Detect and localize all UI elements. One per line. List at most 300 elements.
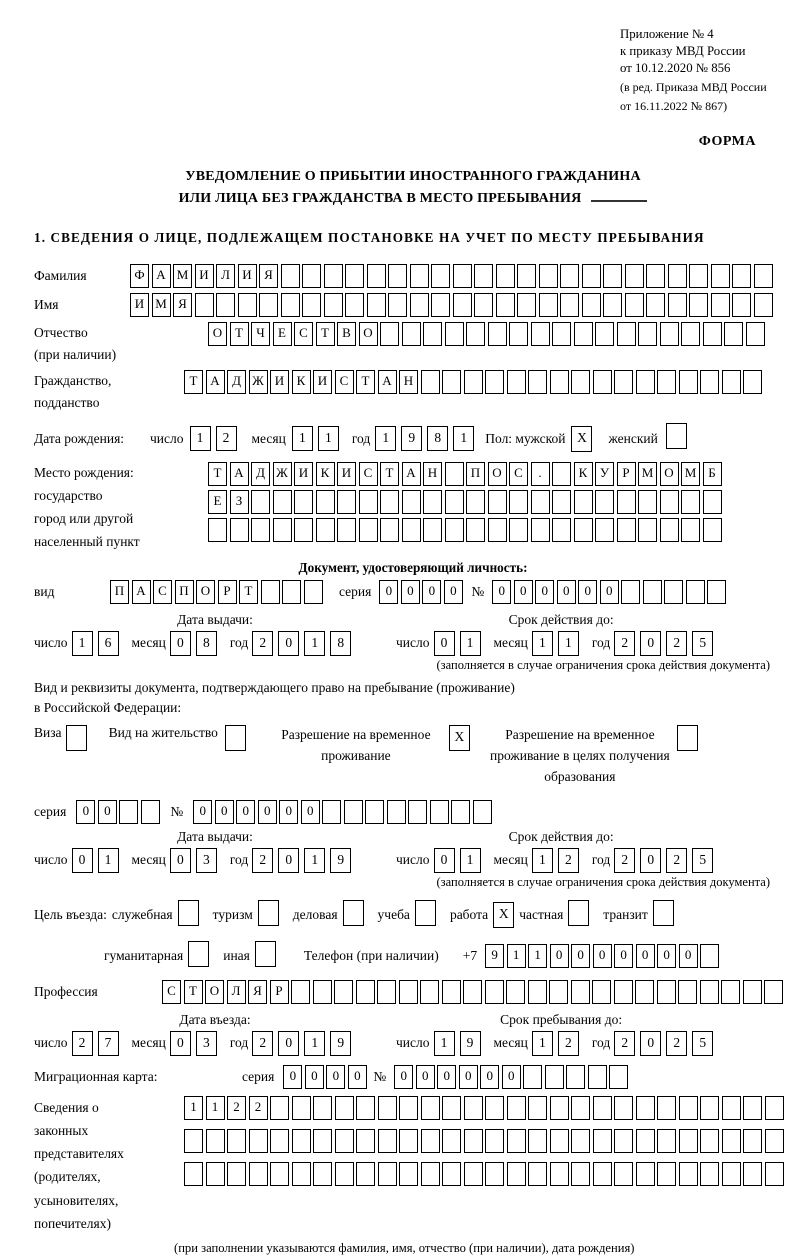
residence-permit-checkbox[interactable] xyxy=(225,725,246,756)
char-cell[interactable] xyxy=(595,322,614,346)
char-cell[interactable] xyxy=(304,580,323,604)
char-cell[interactable] xyxy=(485,370,504,394)
char-cell[interactable] xyxy=(282,580,301,604)
char-cell[interactable]: Т xyxy=(356,370,375,394)
char-cell[interactable]: 0 xyxy=(444,580,463,604)
char-cell[interactable]: А xyxy=(402,462,421,486)
char-cell[interactable]: О xyxy=(660,462,679,486)
char-cell[interactable]: 0 xyxy=(492,580,511,604)
char-cell[interactable] xyxy=(313,1096,332,1120)
char-cell[interactable] xyxy=(550,370,569,394)
char-cell[interactable]: З xyxy=(230,490,249,514)
char-cell[interactable] xyxy=(249,1162,268,1186)
char-cell[interactable] xyxy=(550,1129,569,1153)
char-cell[interactable]: 2 xyxy=(252,631,273,656)
char-cell[interactable] xyxy=(359,518,378,542)
char-cell[interactable] xyxy=(593,1162,612,1186)
char-cell[interactable]: Е xyxy=(208,490,227,514)
char-cell[interactable] xyxy=(377,980,396,1004)
char-cell[interactable] xyxy=(722,370,741,394)
char-cell[interactable]: 0 xyxy=(459,1065,478,1089)
char-cell[interactable] xyxy=(743,1162,762,1186)
char-cell[interactable] xyxy=(507,1162,526,1186)
char-cell[interactable] xyxy=(410,293,429,317)
char-cell[interactable] xyxy=(614,1096,633,1120)
char-cell[interactable] xyxy=(270,1129,289,1153)
char-cell[interactable] xyxy=(485,1129,504,1153)
char-cell[interactable] xyxy=(528,980,547,1004)
char-cell[interactable] xyxy=(249,1129,268,1153)
char-cell[interactable]: 1 xyxy=(292,426,313,451)
char-cell[interactable]: П xyxy=(110,580,129,604)
char-cell[interactable] xyxy=(657,370,676,394)
purpose-commercial-checkbox[interactable] xyxy=(343,900,364,931)
char-cell[interactable] xyxy=(291,980,310,1004)
char-cell[interactable] xyxy=(621,580,640,604)
char-cell[interactable]: 5 xyxy=(692,631,713,656)
char-cell[interactable] xyxy=(378,1129,397,1153)
char-cell[interactable] xyxy=(531,490,550,514)
char-cell[interactable] xyxy=(445,518,464,542)
char-cell[interactable]: X xyxy=(449,725,470,751)
char-cell[interactable] xyxy=(66,725,87,751)
char-cell[interactable] xyxy=(378,1162,397,1186)
char-cell[interactable]: И xyxy=(238,264,257,288)
char-cell[interactable] xyxy=(592,980,611,1004)
char-cell[interactable] xyxy=(420,980,439,1004)
char-cell[interactable] xyxy=(582,293,601,317)
char-cell[interactable] xyxy=(410,264,429,288)
char-cell[interactable] xyxy=(539,293,558,317)
char-cell[interactable]: Л xyxy=(227,980,246,1004)
char-cell[interactable] xyxy=(765,1162,784,1186)
char-cell[interactable] xyxy=(593,1096,612,1120)
char-cell[interactable] xyxy=(666,423,687,449)
char-cell[interactable]: И xyxy=(130,293,149,317)
char-cell[interactable] xyxy=(560,264,579,288)
char-cell[interactable]: В xyxy=(337,322,356,346)
char-cell[interactable] xyxy=(208,518,227,542)
char-cell[interactable]: 1 xyxy=(532,1031,553,1056)
char-cell[interactable]: Р xyxy=(270,980,289,1004)
char-cell[interactable] xyxy=(335,1096,354,1120)
char-cell[interactable] xyxy=(646,264,665,288)
char-cell[interactable]: 0 xyxy=(193,800,212,824)
char-cell[interactable] xyxy=(273,518,292,542)
char-cell[interactable]: 1 xyxy=(434,1031,455,1056)
char-cell[interactable]: Т xyxy=(208,462,227,486)
char-cell[interactable]: 2 xyxy=(666,631,687,656)
char-cell[interactable] xyxy=(679,1129,698,1153)
char-cell[interactable] xyxy=(178,900,199,926)
char-cell[interactable] xyxy=(206,1129,225,1153)
char-cell[interactable] xyxy=(574,490,593,514)
char-cell[interactable] xyxy=(528,1129,547,1153)
char-cell[interactable]: Ж xyxy=(249,370,268,394)
char-cell[interactable] xyxy=(431,264,450,288)
char-cell[interactable]: 0 xyxy=(401,580,420,604)
char-cell[interactable] xyxy=(463,980,482,1004)
char-cell[interactable] xyxy=(206,1162,225,1186)
char-cell[interactable]: 1 xyxy=(304,1031,325,1056)
purpose-transit-checkbox[interactable] xyxy=(653,900,674,931)
char-cell[interactable]: 0 xyxy=(72,848,93,873)
char-cell[interactable]: А xyxy=(152,264,171,288)
char-cell[interactable] xyxy=(617,518,636,542)
char-cell[interactable] xyxy=(184,1162,203,1186)
char-cell[interactable]: Т xyxy=(184,370,203,394)
char-cell[interactable]: 1 xyxy=(304,631,325,656)
char-cell[interactable] xyxy=(507,1096,526,1120)
char-cell[interactable]: Ж xyxy=(273,462,292,486)
char-cell[interactable] xyxy=(292,1129,311,1153)
char-cell[interactable] xyxy=(399,980,418,1004)
char-cell[interactable] xyxy=(496,264,515,288)
char-cell[interactable] xyxy=(568,900,589,926)
char-cell[interactable]: 0 xyxy=(640,1031,661,1056)
char-cell[interactable] xyxy=(216,293,235,317)
char-cell[interactable] xyxy=(617,490,636,514)
char-cell[interactable]: О xyxy=(196,580,215,604)
char-cell[interactable]: Т xyxy=(380,462,399,486)
char-cell[interactable] xyxy=(345,264,364,288)
char-cell[interactable] xyxy=(380,322,399,346)
char-cell[interactable] xyxy=(595,518,614,542)
char-cell[interactable] xyxy=(445,322,464,346)
char-cell[interactable] xyxy=(445,490,464,514)
char-cell[interactable] xyxy=(545,1065,564,1089)
char-cell[interactable] xyxy=(367,293,386,317)
char-cell[interactable] xyxy=(488,322,507,346)
char-cell[interactable] xyxy=(402,518,421,542)
char-cell[interactable]: 5 xyxy=(692,1031,713,1056)
char-cell[interactable] xyxy=(292,1096,311,1120)
char-cell[interactable] xyxy=(531,322,550,346)
char-cell[interactable] xyxy=(552,462,571,486)
char-cell[interactable]: 0 xyxy=(379,580,398,604)
char-cell[interactable] xyxy=(324,264,343,288)
char-cell[interactable] xyxy=(732,264,751,288)
char-cell[interactable]: 0 xyxy=(593,944,612,968)
char-cell[interactable] xyxy=(509,490,528,514)
char-cell[interactable]: X xyxy=(493,902,514,928)
char-cell[interactable] xyxy=(646,293,665,317)
char-cell[interactable] xyxy=(550,1162,569,1186)
char-cell[interactable] xyxy=(681,490,700,514)
char-cell[interactable] xyxy=(681,322,700,346)
char-cell[interactable]: 0 xyxy=(640,848,661,873)
char-cell[interactable] xyxy=(638,490,657,514)
char-cell[interactable] xyxy=(636,1162,655,1186)
char-cell[interactable] xyxy=(255,941,276,967)
char-cell[interactable] xyxy=(638,518,657,542)
char-cell[interactable]: 0 xyxy=(76,800,95,824)
visa-checkbox[interactable] xyxy=(66,725,87,756)
char-cell[interactable]: 8 xyxy=(330,631,351,656)
char-cell[interactable]: 9 xyxy=(330,848,351,873)
char-cell[interactable] xyxy=(281,293,300,317)
char-cell[interactable] xyxy=(743,980,762,1004)
char-cell[interactable] xyxy=(711,293,730,317)
char-cell[interactable]: 0 xyxy=(416,1065,435,1089)
char-cell[interactable]: 3 xyxy=(196,848,217,873)
char-cell[interactable]: 1 xyxy=(558,631,579,656)
char-cell[interactable] xyxy=(636,1096,655,1120)
char-cell[interactable]: А xyxy=(132,580,151,604)
char-cell[interactable] xyxy=(488,490,507,514)
char-cell[interactable] xyxy=(689,293,708,317)
char-cell[interactable] xyxy=(316,490,335,514)
char-cell[interactable] xyxy=(625,264,644,288)
char-cell[interactable]: 1 xyxy=(460,631,481,656)
char-cell[interactable]: Д xyxy=(251,462,270,486)
char-cell[interactable]: 0 xyxy=(98,800,117,824)
char-cell[interactable]: Р xyxy=(617,462,636,486)
char-cell[interactable] xyxy=(421,1129,440,1153)
char-cell[interactable] xyxy=(367,264,386,288)
char-cell[interactable]: 1 xyxy=(190,426,211,451)
char-cell[interactable] xyxy=(635,980,654,1004)
char-cell[interactable] xyxy=(722,1096,741,1120)
char-cell[interactable]: Ч xyxy=(251,322,270,346)
char-cell[interactable]: 2 xyxy=(72,1031,93,1056)
char-cell[interactable] xyxy=(356,1096,375,1120)
char-cell[interactable]: 1 xyxy=(304,848,325,873)
char-cell[interactable] xyxy=(230,518,249,542)
char-cell[interactable] xyxy=(700,980,719,1004)
char-cell[interactable]: 0 xyxy=(301,800,320,824)
char-cell[interactable]: 9 xyxy=(401,426,422,451)
char-cell[interactable] xyxy=(281,264,300,288)
char-cell[interactable] xyxy=(431,293,450,317)
char-cell[interactable]: 0 xyxy=(571,944,590,968)
char-cell[interactable]: Е xyxy=(273,322,292,346)
char-cell[interactable] xyxy=(588,1065,607,1089)
char-cell[interactable] xyxy=(754,293,773,317)
phone-cells[interactable] xyxy=(485,944,722,968)
char-cell[interactable]: 2 xyxy=(558,848,579,873)
char-cell[interactable] xyxy=(485,980,504,1004)
char-cell[interactable]: 0 xyxy=(170,848,191,873)
char-cell[interactable]: 1 xyxy=(98,848,119,873)
char-cell[interactable]: 0 xyxy=(215,800,234,824)
char-cell[interactable] xyxy=(421,1162,440,1186)
char-cell[interactable] xyxy=(423,490,442,514)
char-cell[interactable] xyxy=(261,580,280,604)
char-cell[interactable]: 0 xyxy=(437,1065,456,1089)
char-cell[interactable] xyxy=(507,370,526,394)
char-cell[interactable] xyxy=(531,518,550,542)
char-cell[interactable] xyxy=(334,980,353,1004)
char-cell[interactable] xyxy=(464,370,483,394)
char-cell[interactable] xyxy=(625,293,644,317)
char-cell[interactable] xyxy=(700,1096,719,1120)
char-cell[interactable]: Я xyxy=(173,293,192,317)
char-cell[interactable]: О xyxy=(205,980,224,1004)
char-cell[interactable] xyxy=(258,900,279,926)
char-cell[interactable] xyxy=(421,370,440,394)
char-cell[interactable]: А xyxy=(206,370,225,394)
purpose-private-checkbox[interactable] xyxy=(568,900,589,931)
char-cell[interactable]: 5 xyxy=(692,848,713,873)
char-cell[interactable] xyxy=(660,490,679,514)
char-cell[interactable] xyxy=(686,580,705,604)
char-cell[interactable] xyxy=(643,580,662,604)
char-cell[interactable] xyxy=(707,580,726,604)
char-cell[interactable] xyxy=(335,1129,354,1153)
char-cell[interactable]: 0 xyxy=(394,1065,413,1089)
char-cell[interactable] xyxy=(765,1129,784,1153)
char-cell[interactable]: 2 xyxy=(614,1031,635,1056)
char-cell[interactable] xyxy=(509,518,528,542)
char-cell[interactable] xyxy=(474,293,493,317)
char-cell[interactable] xyxy=(184,1129,203,1153)
char-cell[interactable] xyxy=(464,1096,483,1120)
char-cell[interactable]: С xyxy=(359,462,378,486)
char-cell[interactable] xyxy=(603,264,622,288)
char-cell[interactable] xyxy=(743,370,762,394)
char-cell[interactable]: А xyxy=(378,370,397,394)
char-cell[interactable] xyxy=(614,980,633,1004)
purpose-work-checkbox[interactable] xyxy=(493,902,514,928)
char-cell[interactable]: Н xyxy=(423,462,442,486)
purpose-other-checkbox[interactable] xyxy=(255,941,276,972)
char-cell[interactable] xyxy=(571,370,590,394)
char-cell[interactable] xyxy=(560,293,579,317)
char-cell[interactable] xyxy=(485,1162,504,1186)
char-cell[interactable] xyxy=(700,1129,719,1153)
char-cell[interactable] xyxy=(251,490,270,514)
char-cell[interactable]: К xyxy=(574,462,593,486)
char-cell[interactable] xyxy=(517,293,536,317)
char-cell[interactable] xyxy=(595,490,614,514)
char-cell[interactable]: 2 xyxy=(249,1096,268,1120)
char-cell[interactable] xyxy=(496,293,515,317)
char-cell[interactable] xyxy=(582,264,601,288)
char-cell[interactable] xyxy=(488,518,507,542)
char-cell[interactable]: 1 xyxy=(375,426,396,451)
char-cell[interactable]: 8 xyxy=(196,631,217,656)
char-cell[interactable] xyxy=(722,1129,741,1153)
char-cell[interactable] xyxy=(227,1162,246,1186)
char-cell[interactable]: 0 xyxy=(600,580,619,604)
char-cell[interactable] xyxy=(653,900,674,926)
char-cell[interactable] xyxy=(442,370,461,394)
char-cell[interactable] xyxy=(539,264,558,288)
char-cell[interactable] xyxy=(721,980,740,1004)
sex-male-checkbox[interactable] xyxy=(571,426,592,452)
char-cell[interactable] xyxy=(552,518,571,542)
char-cell[interactable]: С xyxy=(335,370,354,394)
char-cell[interactable] xyxy=(593,370,612,394)
char-cell[interactable] xyxy=(574,518,593,542)
char-cell[interactable] xyxy=(365,800,384,824)
char-cell[interactable]: 2 xyxy=(216,426,237,451)
char-cell[interactable]: 0 xyxy=(640,631,661,656)
char-cell[interactable] xyxy=(430,800,449,824)
char-cell[interactable] xyxy=(313,1129,332,1153)
char-cell[interactable] xyxy=(359,490,378,514)
char-cell[interactable]: 0 xyxy=(278,631,299,656)
char-cell[interactable]: 9 xyxy=(485,944,504,968)
char-cell[interactable] xyxy=(506,980,525,1004)
char-cell[interactable]: 0 xyxy=(278,848,299,873)
char-cell[interactable] xyxy=(681,518,700,542)
char-cell[interactable]: Р xyxy=(218,580,237,604)
char-cell[interactable]: 0 xyxy=(502,1065,521,1089)
purpose-tourism-checkbox[interactable] xyxy=(258,900,279,931)
char-cell[interactable]: 2 xyxy=(252,1031,273,1056)
char-cell[interactable] xyxy=(337,518,356,542)
char-cell[interactable]: 1 xyxy=(453,426,474,451)
char-cell[interactable]: 0 xyxy=(236,800,255,824)
char-cell[interactable] xyxy=(678,980,697,1004)
char-cell[interactable]: 9 xyxy=(460,1031,481,1056)
char-cell[interactable]: С xyxy=(294,322,313,346)
char-cell[interactable] xyxy=(421,1096,440,1120)
char-cell[interactable]: Т xyxy=(230,322,249,346)
char-cell[interactable] xyxy=(337,490,356,514)
char-cell[interactable] xyxy=(302,293,321,317)
char-cell[interactable]: 1 xyxy=(460,848,481,873)
char-cell[interactable] xyxy=(399,1129,418,1153)
char-cell[interactable] xyxy=(423,322,442,346)
char-cell[interactable] xyxy=(399,1096,418,1120)
char-cell[interactable] xyxy=(466,518,485,542)
char-cell[interactable] xyxy=(453,293,472,317)
char-cell[interactable]: 9 xyxy=(330,1031,351,1056)
char-cell[interactable] xyxy=(324,293,343,317)
char-cell[interactable] xyxy=(528,370,547,394)
char-cell[interactable]: 0 xyxy=(279,800,298,824)
char-cell[interactable] xyxy=(415,900,436,926)
char-cell[interactable]: М xyxy=(173,264,192,288)
char-cell[interactable] xyxy=(689,264,708,288)
char-cell[interactable] xyxy=(356,980,375,1004)
char-cell[interactable] xyxy=(517,264,536,288)
char-cell[interactable] xyxy=(464,1129,483,1153)
char-cell[interactable]: М xyxy=(152,293,171,317)
char-cell[interactable] xyxy=(593,1129,612,1153)
char-cell[interactable] xyxy=(724,322,743,346)
char-cell[interactable]: . xyxy=(531,462,550,486)
char-cell[interactable] xyxy=(664,580,683,604)
char-cell[interactable] xyxy=(445,462,464,486)
char-cell[interactable] xyxy=(764,980,783,1004)
char-cell[interactable] xyxy=(657,1096,676,1120)
char-cell[interactable]: О xyxy=(488,462,507,486)
char-cell[interactable] xyxy=(313,1162,332,1186)
char-cell[interactable] xyxy=(251,518,270,542)
char-cell[interactable]: 2 xyxy=(666,848,687,873)
char-cell[interactable] xyxy=(614,1129,633,1153)
char-cell[interactable] xyxy=(259,293,278,317)
temp-residence-checkbox[interactable] xyxy=(449,725,470,751)
char-cell[interactable]: 0 xyxy=(434,631,455,656)
char-cell[interactable]: Т xyxy=(316,322,335,346)
char-cell[interactable] xyxy=(473,800,492,824)
char-cell[interactable]: 0 xyxy=(614,944,633,968)
char-cell[interactable] xyxy=(335,1162,354,1186)
char-cell[interactable] xyxy=(485,1096,504,1120)
char-cell[interactable] xyxy=(703,490,722,514)
char-cell[interactable] xyxy=(402,322,421,346)
char-cell[interactable] xyxy=(380,518,399,542)
char-cell[interactable] xyxy=(188,941,209,967)
char-cell[interactable]: С xyxy=(162,980,181,1004)
char-cell[interactable] xyxy=(657,1162,676,1186)
char-cell[interactable] xyxy=(603,293,622,317)
